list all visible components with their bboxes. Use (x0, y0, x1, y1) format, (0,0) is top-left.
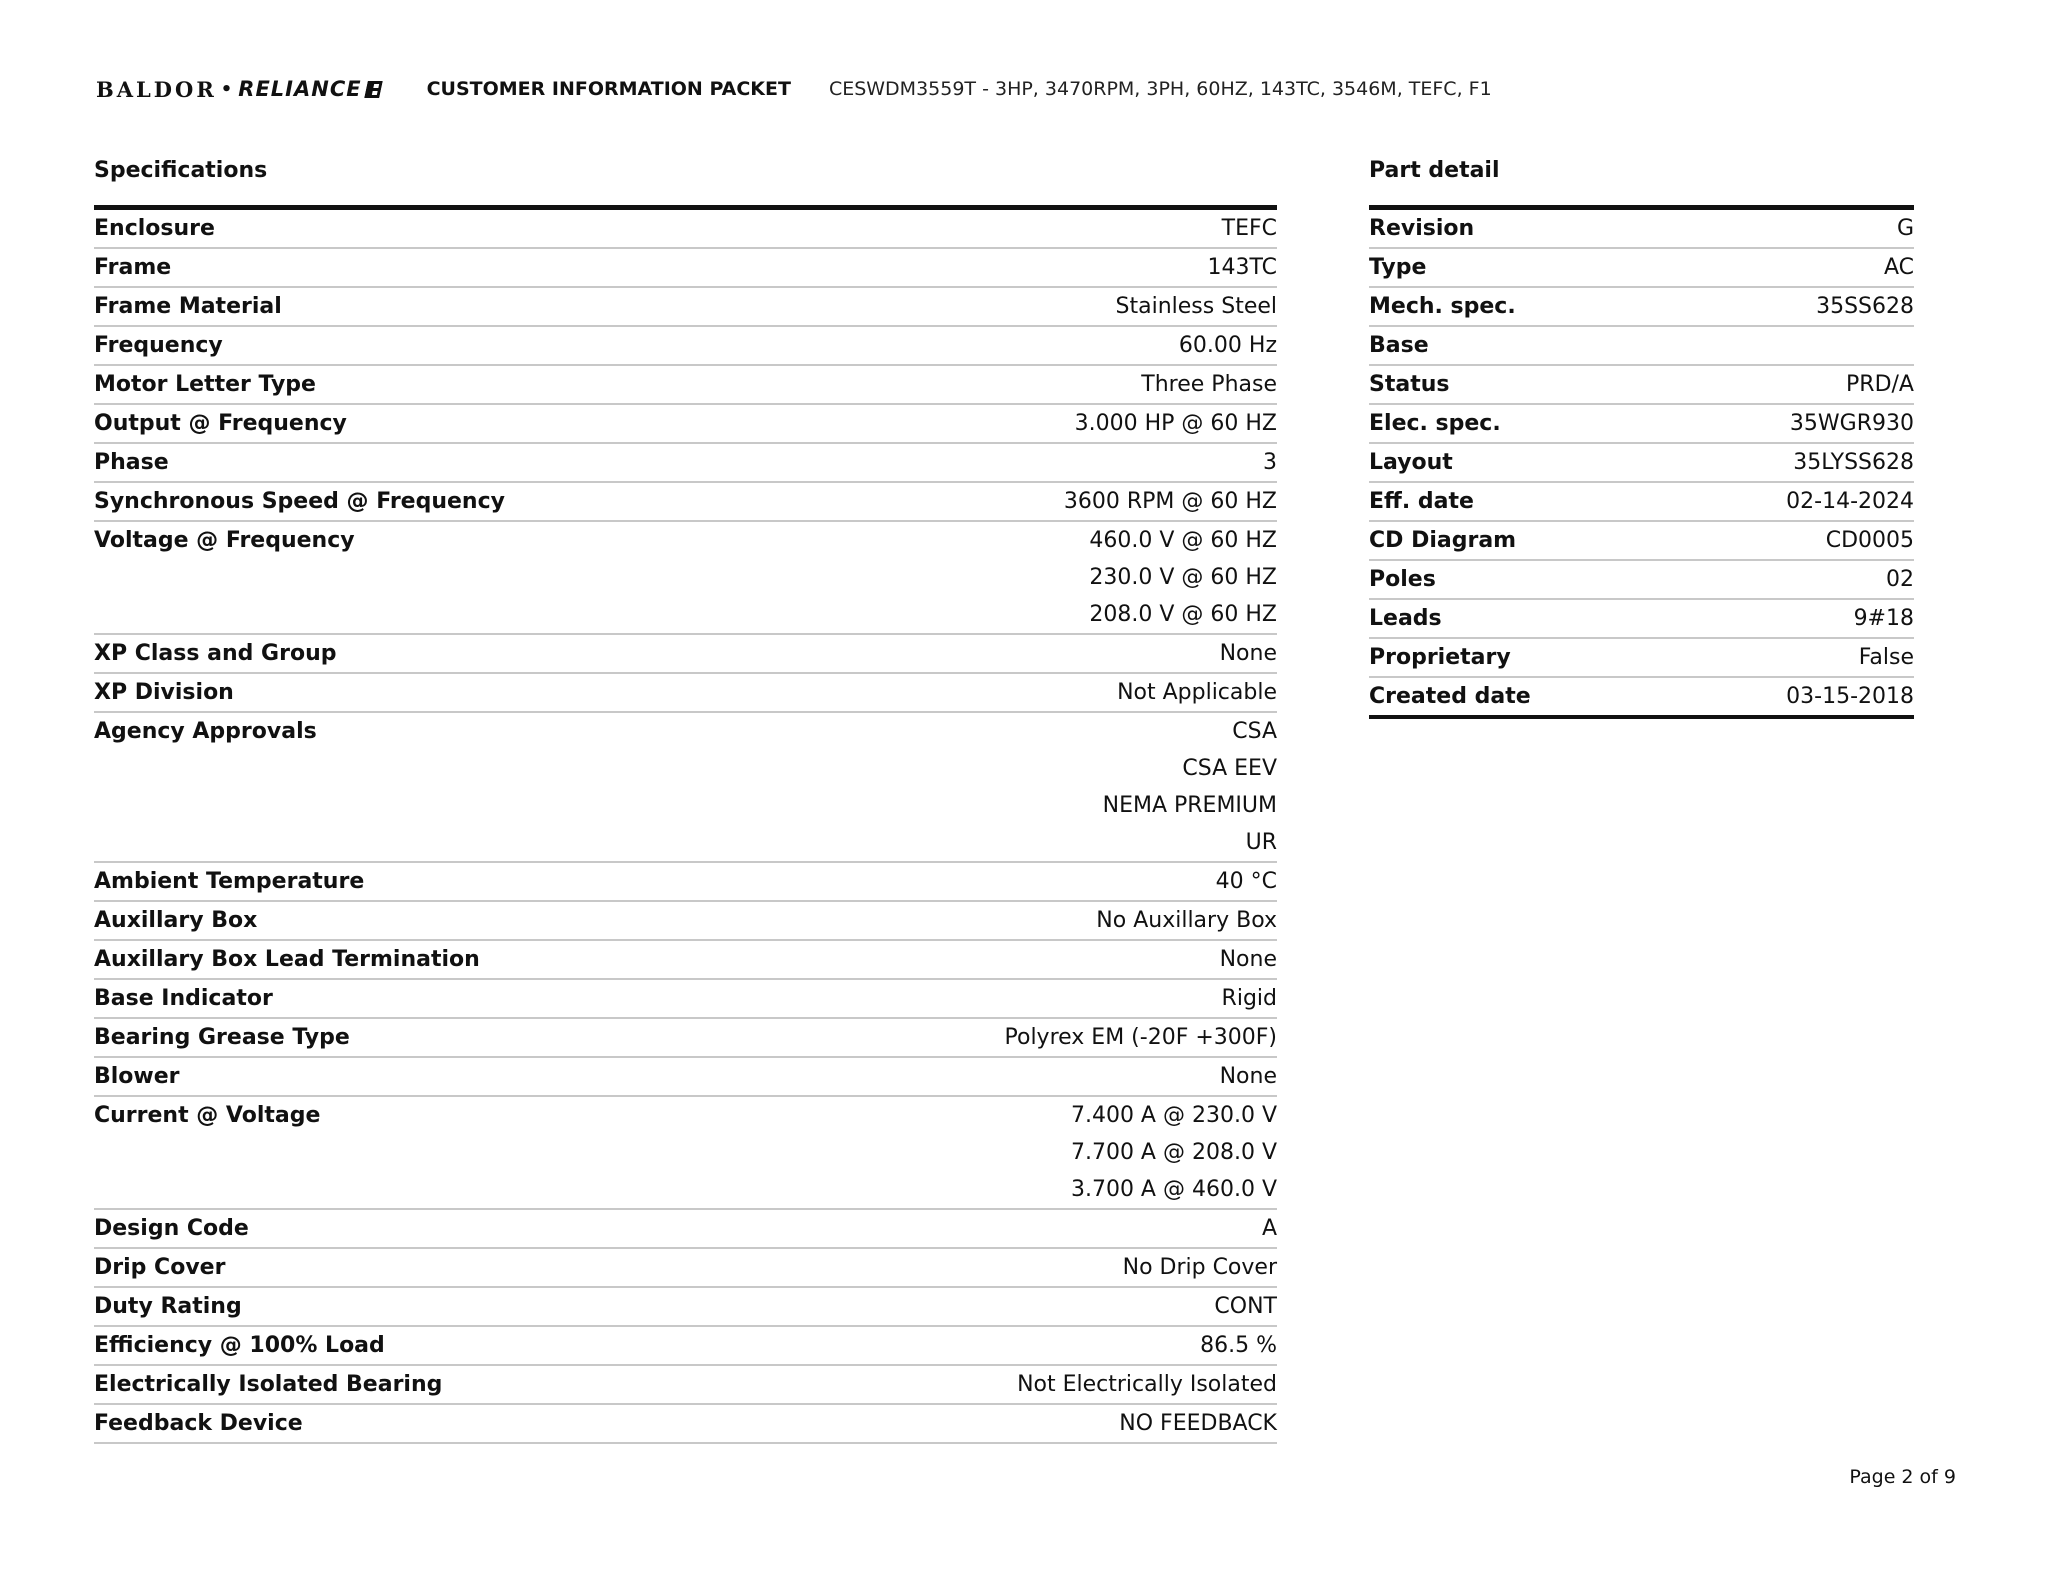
part-detail-row (1369, 521, 1914, 560)
spec-value-cell (805, 365, 1277, 404)
spec-value: Not Electrically Isolated (1017, 1372, 1277, 1397)
spec-label: Auxillary Box (94, 908, 258, 933)
spec-row (94, 1248, 1277, 1287)
spec-label: Efficiency @ 100% Load (94, 1333, 385, 1358)
part-detail-label: Leads (1369, 606, 1442, 631)
spec-value: Rigid (1221, 986, 1277, 1011)
spec-label: Agency Approvals (94, 719, 317, 744)
part-detail-row (1369, 326, 1914, 365)
spec-value: 460.0 V @ 60 HZ (1089, 528, 1277, 553)
spec-label: Design Code (94, 1216, 249, 1241)
spec-value-cell (805, 1404, 1277, 1443)
page-number: Page 2 of 9 (1849, 1466, 1956, 1488)
part-detail-value: 35WGR930 (1789, 411, 1914, 436)
spec-value-cell (805, 210, 1277, 248)
spec-row (94, 521, 1277, 634)
part-detail-value: PRD/A (1846, 372, 1914, 397)
spec-label: Enclosure (94, 216, 215, 241)
logo-reliance-text: RELIANCE (238, 77, 362, 101)
spec-row (94, 248, 1277, 287)
spec-label: XP Class and Group (94, 641, 337, 666)
spec-value-cell (805, 248, 1277, 287)
spec-value-cell (805, 901, 1277, 940)
spec-row (94, 1365, 1277, 1404)
spec-label: Output @ Frequency (94, 411, 347, 436)
spec-row (94, 673, 1277, 712)
part-detail-row (1369, 404, 1914, 443)
spec-value: 3.000 HP @ 60 HZ (1074, 411, 1277, 436)
part-detail-title: Part detail (1369, 158, 1500, 183)
spec-row (94, 979, 1277, 1018)
part-detail-value: False (1858, 645, 1914, 670)
spec-label: Ambient Temperature (94, 869, 365, 894)
spec-label: Voltage @ Frequency (94, 528, 355, 553)
part-detail-label: CD Diagram (1369, 528, 1517, 553)
spec-value: 143TC (1207, 255, 1277, 280)
part-detail-value: G (1896, 216, 1914, 241)
spec-value-cell (805, 1057, 1277, 1096)
part-detail-value: AC (1883, 255, 1914, 280)
spec-value-cell (805, 1096, 1277, 1209)
part-detail-label: Revision (1369, 216, 1475, 241)
spec-value-cell (805, 1248, 1277, 1287)
spec-row (94, 1287, 1277, 1326)
spec-value: 3600 RPM @ 60 HZ (1063, 489, 1277, 514)
part-detail-table (1369, 210, 1914, 719)
spec-value: UR (1245, 830, 1277, 855)
part-detail-value: 02-14-2024 (1786, 489, 1914, 514)
baldor-reliance-logo (96, 72, 381, 106)
part-detail-row (1369, 560, 1914, 599)
spec-value: None (1219, 947, 1277, 972)
spec-value-cell (805, 940, 1277, 979)
spec-label: Drip Cover (94, 1255, 226, 1280)
spec-value: 3 (1263, 450, 1277, 475)
part-detail-label: Proprietary (1369, 645, 1511, 670)
document-header (96, 72, 1492, 106)
spec-row (94, 1057, 1277, 1096)
part-detail-label: Created date (1369, 684, 1531, 709)
spec-row (94, 443, 1277, 482)
spec-label: Frequency (94, 333, 223, 358)
spec-value: 7.400 A @ 230.0 V (1070, 1103, 1277, 1128)
spec-label: XP Division (94, 680, 234, 705)
spec-row (94, 712, 1277, 862)
spec-label: Bearing Grease Type (94, 1025, 350, 1050)
part-detail-value (1673, 326, 1914, 365)
spec-value: NO FEEDBACK (1119, 1411, 1277, 1436)
spec-label: Blower (94, 1064, 180, 1089)
spec-label: Auxillary Box Lead Termination (94, 947, 480, 972)
spec-label: Electrically Isolated Bearing (94, 1372, 443, 1397)
spec-row (94, 862, 1277, 901)
spec-value: 60.00 Hz (1178, 333, 1277, 358)
spec-label: Base Indicator (94, 986, 273, 1011)
part-detail-value: 35LYSS628 (1793, 450, 1914, 475)
packet-title: CUSTOMER INFORMATION PACKET (426, 78, 791, 100)
spec-label: Frame Material (94, 294, 282, 319)
part-detail-row (1369, 365, 1914, 404)
part-detail-label: Status (1369, 372, 1450, 397)
spec-row (94, 1209, 1277, 1248)
spec-row (94, 482, 1277, 521)
spec-row (94, 1326, 1277, 1365)
spec-value-cell (805, 1287, 1277, 1326)
spec-value: No Drip Cover (1122, 1255, 1277, 1280)
part-detail-label: Eff. date (1369, 489, 1474, 514)
spec-value: 3.700 A @ 460.0 V (1070, 1177, 1277, 1202)
spec-value-cell (805, 1326, 1277, 1365)
spec-value-cell (805, 862, 1277, 901)
spec-value-cell (805, 443, 1277, 482)
spec-label: Current @ Voltage (94, 1103, 321, 1128)
part-detail-row (1369, 287, 1914, 326)
spec-row (94, 326, 1277, 365)
specifications-title: Specifications (94, 158, 268, 183)
part-detail-row (1369, 677, 1914, 717)
part-detail-value: 35SS628 (1816, 294, 1914, 319)
logo-separator: • (220, 78, 233, 100)
part-detail-label: Mech. spec. (1369, 294, 1516, 319)
spec-row (94, 287, 1277, 326)
spec-value-cell (805, 326, 1277, 365)
spec-label: Motor Letter Type (94, 372, 316, 397)
spec-value-cell (805, 482, 1277, 521)
spec-value: CONT (1214, 1294, 1277, 1319)
spec-row (94, 210, 1277, 248)
spec-row (94, 1018, 1277, 1057)
spec-value: NEMA PREMIUM (1102, 793, 1277, 818)
spec-label: Phase (94, 450, 169, 475)
spec-label: Synchronous Speed @ Frequency (94, 489, 505, 514)
product-description: CESWDM3559T - 3HP, 3470RPM, 3PH, 60HZ, 143TC, 3546M, TEFC, F1 (828, 78, 1492, 100)
part-detail-label: Elec. spec. (1369, 411, 1501, 436)
spec-value: Three Phase (1141, 372, 1277, 397)
spec-value-cell (805, 979, 1277, 1018)
part-detail-value: 02 (1886, 567, 1914, 592)
spec-value: CSA (1232, 719, 1277, 744)
part-detail-label: Poles (1369, 567, 1436, 592)
part-detail-row (1369, 248, 1914, 287)
part-detail-value: 9#18 (1853, 606, 1914, 631)
spec-value: None (1219, 641, 1277, 666)
spec-row (94, 634, 1277, 673)
spec-value: None (1219, 1064, 1277, 1089)
spec-value: 86.5 % (1200, 1333, 1277, 1358)
spec-row (94, 365, 1277, 404)
part-detail-row (1369, 599, 1914, 638)
spec-value-cell (805, 673, 1277, 712)
spec-value: CSA EEV (1182, 756, 1277, 781)
spec-row (94, 940, 1277, 979)
spec-value-cell (805, 521, 1277, 634)
spec-row (94, 901, 1277, 940)
spec-value-cell (805, 634, 1277, 673)
reliance-mark-icon (364, 81, 383, 98)
spec-value-cell (805, 1018, 1277, 1057)
spec-value: Polyrex EM (-20F +300F) (1004, 1025, 1277, 1050)
spec-row (94, 404, 1277, 443)
spec-value: No Auxillary Box (1096, 908, 1277, 933)
part-detail-label: Base (1369, 333, 1429, 358)
spec-value-cell (805, 287, 1277, 326)
spec-value: A (1261, 1216, 1277, 1241)
part-detail-value: 03-15-2018 (1786, 684, 1914, 709)
spec-label: Feedback Device (94, 1411, 303, 1436)
spec-row (94, 1404, 1277, 1443)
spec-row (94, 1096, 1277, 1209)
part-detail-value: CD0005 (1825, 528, 1914, 553)
spec-value: Not Applicable (1117, 680, 1277, 705)
spec-label: Duty Rating (94, 1294, 242, 1319)
part-detail-row (1369, 638, 1914, 677)
spec-value: 7.700 A @ 208.0 V (1070, 1140, 1277, 1165)
spec-value: 230.0 V @ 60 HZ (1089, 565, 1277, 590)
spec-value-cell (805, 1209, 1277, 1248)
spec-value-cell (805, 712, 1277, 862)
spec-value: TEFC (1221, 216, 1277, 241)
part-detail-label: Layout (1369, 450, 1453, 475)
spec-value-cell (805, 1365, 1277, 1404)
spec-value: Stainless Steel (1115, 294, 1277, 319)
spec-value-cell (805, 404, 1277, 443)
spec-label: Frame (94, 255, 172, 280)
spec-value: 40 °C (1215, 869, 1277, 894)
spec-value: 208.0 V @ 60 HZ (1089, 602, 1277, 627)
part-detail-row (1369, 443, 1914, 482)
part-detail-label: Type (1369, 255, 1427, 280)
part-detail-row (1369, 482, 1914, 521)
part-detail-row (1369, 210, 1914, 248)
specifications-table (94, 210, 1277, 1444)
logo-baldor-text: BALDOR (96, 76, 217, 102)
